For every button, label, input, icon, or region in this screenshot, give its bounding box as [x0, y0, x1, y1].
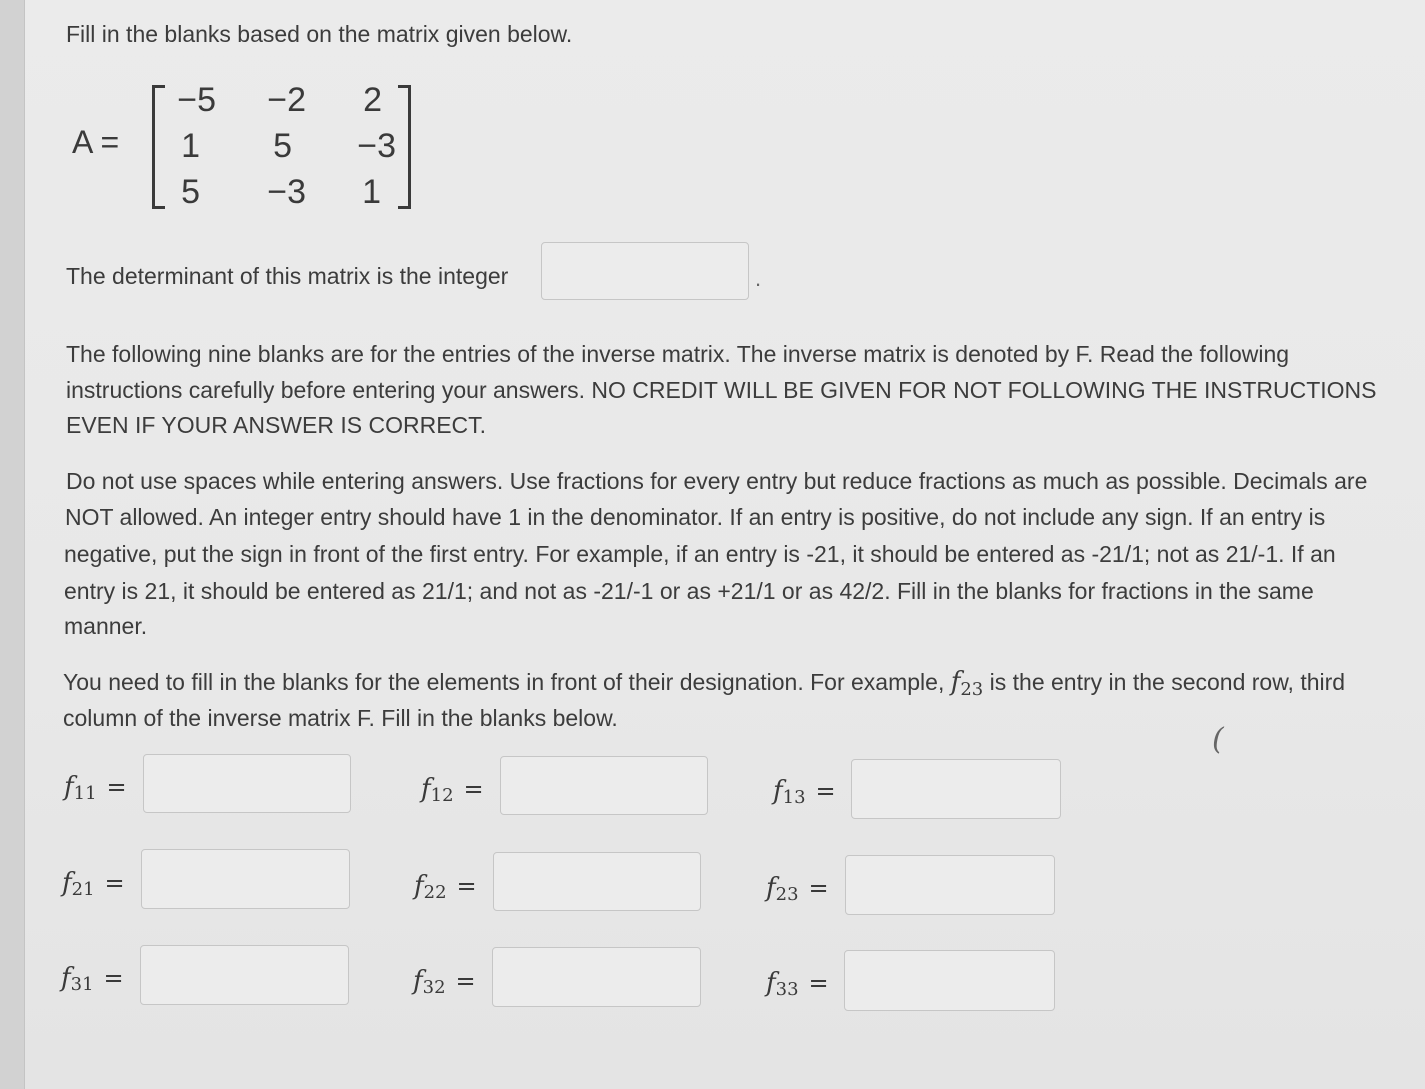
label-f22: f22 = [414, 871, 477, 903]
label-f13: f13 = [773, 776, 836, 808]
input-f21[interactable] [141, 849, 350, 909]
matrix-cell-1-2: −2 [267, 81, 306, 119]
matrix-cell-2-2: 5 [273, 127, 292, 165]
instruction-text: Fill in the blanks based on the matrix given below. [66, 21, 573, 47]
input-f22[interactable] [493, 852, 701, 911]
determinant-input[interactable] [541, 242, 749, 300]
paragraph2-line3: negative, put the sign in front of the first entry. For example, if an entry is -21, it should be entered as -21/1; not as 21/-1. If an [64, 541, 1336, 567]
matrix-cell-3-3: 1 [362, 173, 381, 211]
matrix-cell-3-2: −3 [267, 173, 306, 211]
matrix-cell-3-1: 5 [181, 173, 200, 211]
paragraph3-after: is the entry in the second row, third [989, 669, 1346, 695]
paragraph1-line2: instructions carefully before entering your answers. NO CREDIT WILL BE GIVEN FOR NOT FOLLOWING THE INSTRUCTIONS [66, 377, 1377, 403]
paragraph3-before: You need to fill in the blanks for the elements in front of their designation. For example, [63, 669, 945, 695]
paragraph2-line4: entry is 21, it should be entered as 21/1; and not as -21/-1 or as +21/1 or as 42/2. Fill in the blanks for fractions in the same [64, 578, 1314, 604]
label-f11: f11 = [64, 772, 127, 804]
matrix-cell-2-1: 1 [181, 127, 200, 165]
label-f21: f21 = [62, 868, 125, 900]
label-f23: f23 = [766, 873, 829, 905]
matrix-cell-1-3: 2 [363, 81, 382, 119]
label-f33: f33 = [766, 968, 829, 1000]
input-f23[interactable] [845, 855, 1055, 915]
paragraph2-line1: Do not use spaces while entering answers. Use fractions for every entry but reduce fractions as much as possible. Decimals are [66, 468, 1368, 494]
example-subscript: 23 [960, 679, 984, 700]
matrix-right-bracket [398, 85, 411, 209]
paragraph3-line2: column of the inverse matrix F. Fill in the blanks below. [63, 705, 618, 731]
paragraph2-line2: NOT allowed. An integer entry should have 1 in the denominator. If an entry is positive, do not include any sign. If an entry is [65, 504, 1326, 530]
input-f11[interactable] [143, 754, 351, 813]
determinant-prompt: The determinant of this matrix is the integer [66, 263, 509, 289]
example-symbol: f [950, 667, 961, 697]
determinant-period: . [755, 266, 762, 291]
matrix-cell-1-1: −5 [177, 81, 216, 119]
left-edge [0, 0, 25, 1089]
input-f32[interactable] [492, 947, 701, 1007]
paragraph2-line5: manner. [64, 613, 148, 639]
paragraph3-line1 [63, 664, 1345, 703]
label-f12: f12 = [421, 774, 484, 806]
input-f13[interactable] [851, 759, 1061, 819]
input-f33[interactable] [844, 950, 1055, 1011]
matrix-cell-2-3: −3 [357, 127, 396, 165]
paragraph1-line3: EVEN IF YOUR ANSWER IS CORRECT. [66, 412, 487, 438]
stray-mark: ( [1212, 722, 1224, 757]
matrix-label: A = [72, 124, 120, 160]
input-f31[interactable] [140, 945, 349, 1005]
paragraph1-line1: The following nine blanks are for the entries of the inverse matrix. The inverse matrix is denoted by F. Read the following [66, 341, 1290, 367]
label-f32: f32 = [413, 966, 476, 998]
input-f12[interactable] [500, 756, 708, 815]
label-f31: f31 = [61, 963, 124, 995]
